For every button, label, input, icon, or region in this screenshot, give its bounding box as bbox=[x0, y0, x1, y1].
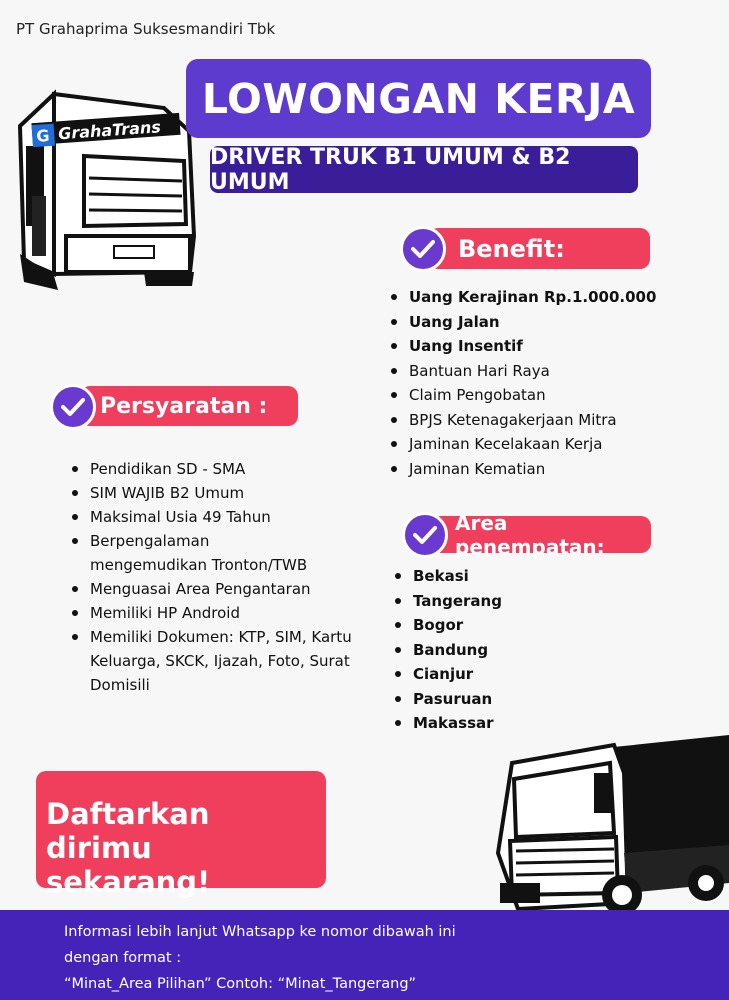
check-icon bbox=[402, 512, 448, 558]
check-icon bbox=[50, 384, 96, 430]
list-item: Uang Jalan bbox=[389, 310, 709, 335]
truck-logo-text: GrahaTrans bbox=[57, 117, 162, 144]
list-item: Memiliki Dokumen: KTP, SIM, Kartu Keluarga, SKCK, Ijazah, Foto, Surat Domisili bbox=[70, 625, 360, 697]
cta-line-2: sekarang! bbox=[46, 865, 211, 899]
area-list bbox=[393, 564, 593, 736]
list-item: Bantuan Hari Raya bbox=[389, 359, 709, 384]
list-item: Pasuruan bbox=[393, 687, 593, 712]
area-heading-pill bbox=[430, 510, 651, 559]
footer-line-1: Informasi lebih lanjut Whatsapp ke nomor dibawah ini bbox=[64, 924, 456, 940]
list-item: Maksimal Usia 49 Tahun bbox=[70, 505, 360, 529]
footer-line-2: dengan format : bbox=[64, 950, 182, 966]
truck-side-illustration bbox=[494, 733, 729, 920]
list-item: Cianjur bbox=[393, 662, 593, 687]
list-item: Claim Pengobatan bbox=[389, 383, 709, 408]
truck-front-illustration bbox=[14, 86, 200, 290]
requirements-heading: Persyaratan : bbox=[100, 393, 268, 419]
list-item: Memiliki HP Android bbox=[70, 601, 360, 625]
list-item: SIM WAJIB B2 Umum bbox=[70, 481, 360, 505]
list-item: Jaminan Kecelakaan Kerja bbox=[389, 432, 709, 457]
list-item: Bandung bbox=[393, 638, 593, 663]
cta-line-1: Daftarkan dirimu bbox=[46, 797, 210, 865]
list-item: Menguasai Area Pengantaran bbox=[70, 577, 360, 601]
company-name: PT Grahaprima Suksesmandiri Tbk bbox=[16, 20, 276, 38]
list-item: Bekasi bbox=[393, 564, 593, 589]
list-item: Bogor bbox=[393, 613, 593, 638]
footer-line-3: “Minat_Area Pilihan” Contoh: “Minat_Tangerang” bbox=[64, 976, 417, 992]
list-item: Uang Kerajinan Rp.1.000.000 bbox=[389, 285, 709, 310]
list-item: BPJS Ketenagakerjaan Mitra bbox=[389, 408, 709, 433]
area-heading: Area penempatan: bbox=[455, 510, 605, 559]
list-item: Pendidikan SD - SMA bbox=[70, 457, 360, 481]
requirements-heading-pill bbox=[80, 386, 298, 426]
list-item: Berpengalaman mengemudikan Tronton/TWB bbox=[70, 529, 330, 577]
list-item: Tangerang bbox=[393, 589, 593, 614]
page-title: LOWONGAN KERJA bbox=[186, 59, 651, 138]
job-subtitle: DRIVER TRUK B1 UMUM & B2 UMUM bbox=[210, 146, 638, 193]
benefit-heading-pill bbox=[428, 228, 650, 269]
requirements-list bbox=[70, 457, 360, 697]
list-item: Jaminan Kematian bbox=[389, 457, 709, 482]
benefit-heading: Benefit: bbox=[458, 234, 565, 263]
benefit-list bbox=[389, 285, 709, 481]
svg-text:G: G bbox=[35, 125, 51, 146]
register-cta-banner bbox=[36, 771, 326, 899]
footer-info bbox=[0, 910, 729, 1000]
list-item: Makassar bbox=[393, 711, 593, 736]
check-icon bbox=[400, 226, 446, 272]
list-item: Uang Insentif bbox=[389, 334, 709, 359]
